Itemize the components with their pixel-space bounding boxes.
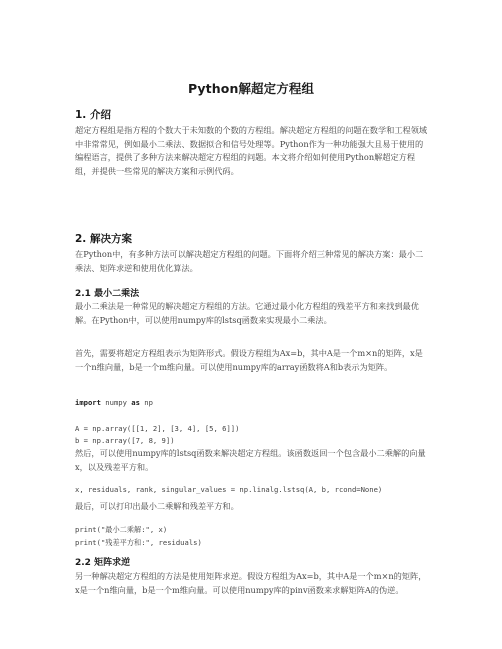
section-heading-solutions: 2. 解决方案	[75, 233, 132, 245]
code-import-module: numpy	[100, 398, 132, 407]
code-block-import	[75, 396, 435, 409]
inverse-paragraph-1: 另一种解决超定方程组的方法是使用矩阵求逆。假设方程组为Ax=b，其中A是一个m×n的矩阵，x是一个n维向量，b是一个m维向量。可以使用numpy库的pinv函数来求解矩阵A的伪逆。	[75, 571, 427, 595]
solutions-paragraph: 在Python中，有多种方法可以解决超定方程组的问题。下面将介绍三种常见的解决方案：最小二乘法、矩阵求逆和使用优化算法。	[75, 249, 424, 273]
code-line-matrix-a: A = np.array([[1, 2], [3, 4], [5, 6]])	[75, 424, 240, 433]
code-import-alias: np	[139, 398, 153, 407]
lstsq-paragraph-1: 最小二乘法是一种常见的解决超定方程组的方法。它通过最小化方程组的残差平方和来找到最优解。在Python中，可以使用numpy库的lstsq函数来实现最小二乘法。	[75, 301, 419, 325]
lstsq-paragraph-3: 然后，可以使用numpy库的lstsq函数来解决超定方程组。该函数返回一个包含最小二乘解的向量x，以及残差平方和。	[75, 448, 426, 472]
intro-paragraph: 超定方程组是指方程的个数大于未知数的个数的方程组。解决超定方程组的问题在数学和工程领域中非常常见，例如最小二乘法、数据拟合和信号处理等。Python作为一种功能强大且易于使用的编程语言，提供了多种方法来解决超定方程组的问题。本文将介绍如何使用Python解超定方程组，并提供一些常见的解决方案和示例代码。	[75, 125, 428, 176]
code-keyword-as: as	[131, 398, 140, 407]
document-title: Python解超定方程组	[187, 81, 315, 96]
lstsq-paragraph-2: 首先，需要将超定方程组表示为矩阵形式。假设方程组为Ax=b，其中A是一个m×n的矩阵，x是一个n维向量，b是一个m维向量。可以使用numpy库的array函数将A和b表示为矩阵。	[75, 348, 423, 372]
code-line-lstsq-call: x, residuals, rank, singular_values = np.linalg.lstsq(A, b, rcond=None)	[75, 485, 383, 494]
subsection-heading-lstsq: 2.1 最小二乘法	[75, 289, 140, 299]
code-line-print-solution: print("最小二乘解:", x)	[75, 525, 168, 534]
code-line-print-residuals: print("残差平方和:", residuals)	[75, 538, 202, 547]
subsection-heading-inverse: 2.2 矩阵求逆	[75, 558, 131, 568]
section-heading-intro: 1. 介绍	[75, 109, 111, 121]
lstsq-paragraph-4: 最后，可以打印出最小二乘解和残差平方和。	[75, 501, 239, 511]
code-line-vector-b: b = np.array([7, 8, 9])	[75, 436, 175, 445]
code-keyword-import: import	[75, 398, 101, 407]
